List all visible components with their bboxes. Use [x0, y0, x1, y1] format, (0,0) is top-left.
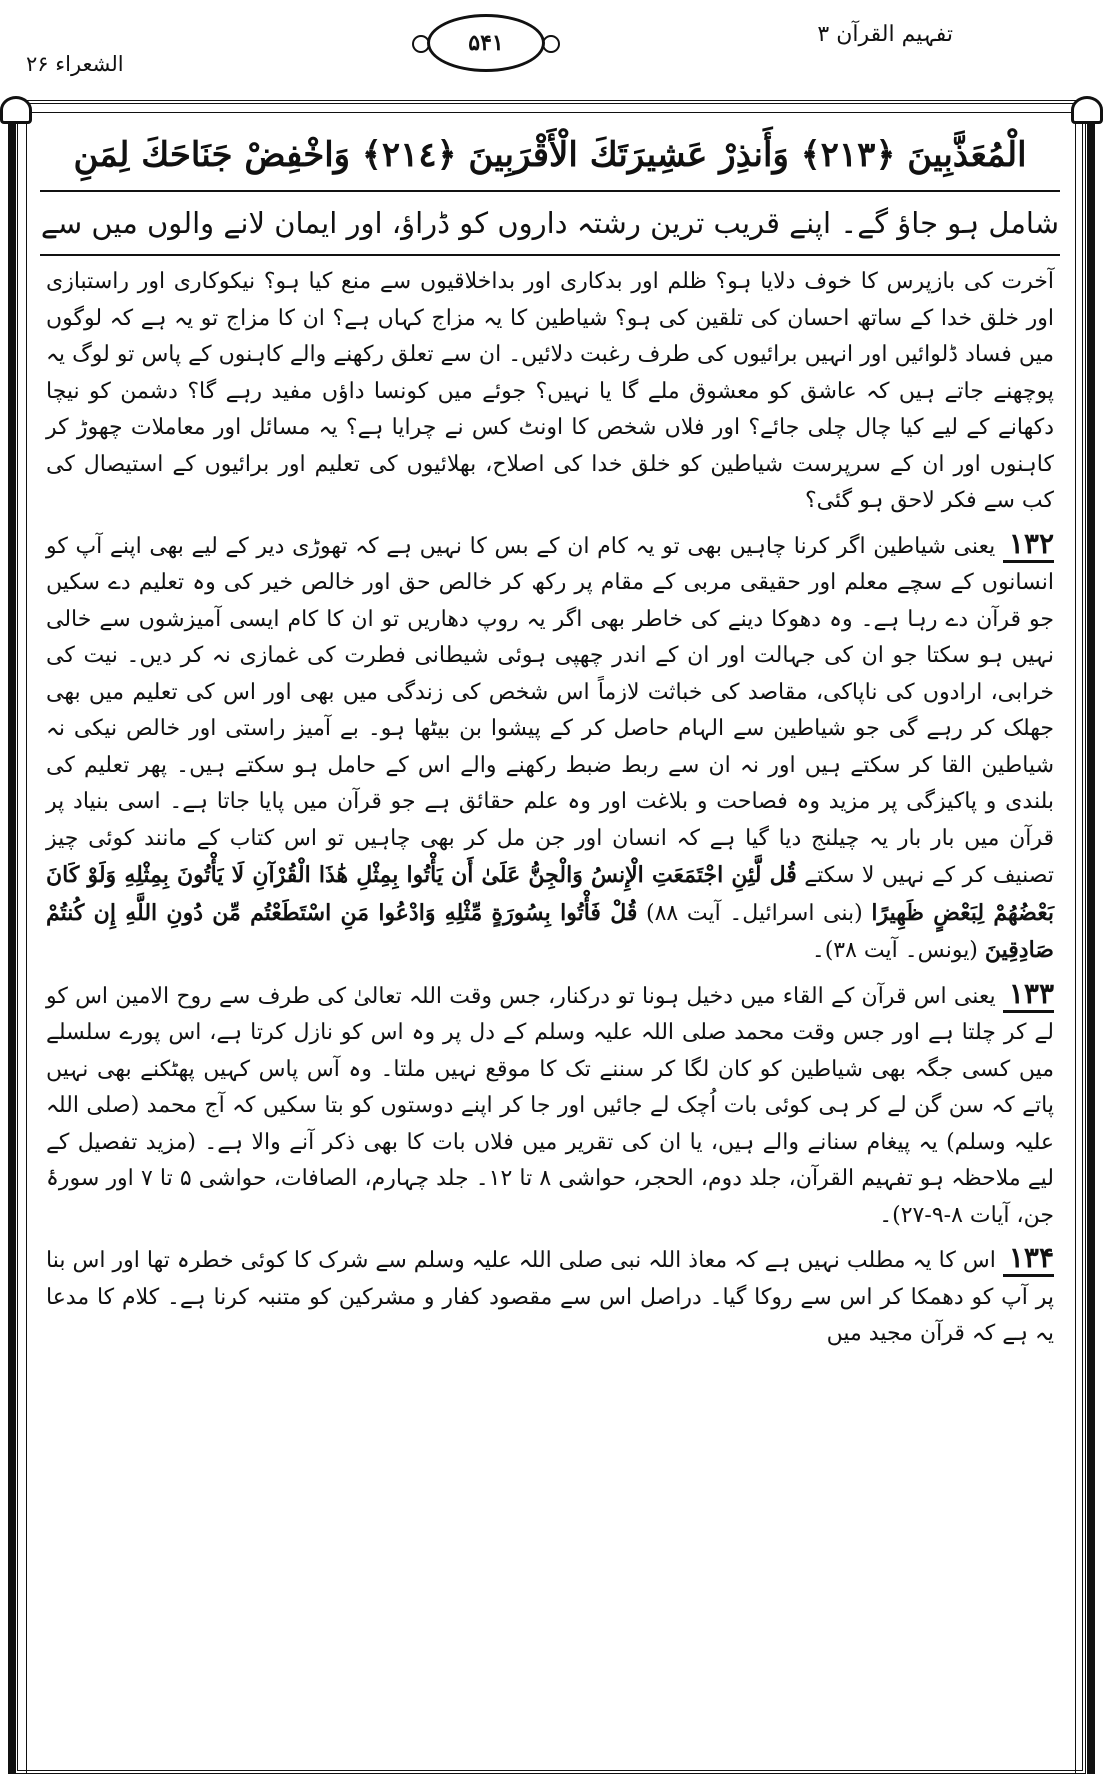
note-133-text: یعنی اس قرآن کے القاء میں دخیل ہونا تو درکنار، جس وقت اللہ تعالیٰ کی طرف سے روح الامین اس کو لے کر چلتا ہے اور جس وقت محمد صلی اللہ علیہ وسلم کے دل پر وہ اس کو نازل کرتا ہے، اس پورے سلسلے میں کسی جگہ بھی شیاطین کو کان لگا کر سننے تک کا موقع نہیں ملتا۔ وہ آس پاس کہیں پھٹکنے بھی نہیں پاتے کہ سن گن لے کر ہی کوئی بات اُچک لے جائیں اور جا کر اپنے دوستوں کو بتا سکیں کہ آج محمد (صلی اللہ علیہ وسلم) یہ پیغام سنانے والے ہیں، یا ان کی تقریر میں فلاں بات کا بھی ذکر آنے والا ہے۔ (مزید تفصیل کے لیے ملاحظہ ہو تفہیم القرآن، جلد دوم، الحجر، حواشی ۸ تا ۱۲۔ جلد چہارم، الصافات، حواشی ۵ تا ۷ اور سورۂ جن، آیات ۸-۹-۲۷)۔	[46, 983, 1055, 1228]
running-header-book-title: تفہیم القرآن ۳	[817, 22, 953, 47]
frame-pillar-right	[1087, 110, 1095, 1774]
content-column	[40, 120, 1060, 1774]
note-133	[46, 976, 1054, 1235]
note-131-continuation: آخرت کی بازپرس کا خوف دلایا ہو؟ ظلم اور بدکاری اور بداخلاقیوں سے منع کیا ہو؟ نیکوکاری اور راستبازی اور خلق خدا کے ساتھ احسان کی تلقین کی ہو؟ شیاطین کا یہ مزاج کہاں ہے؟ ان کا مزاج تو یہ ہے کہ لوگوں میں فساد ڈلوائیں اور انہیں برائیوں کی طرف رغبت دلائیں۔ ان سے تعلق رکھنے والے کاہنوں کے پاس تو لوگ یہ پوچھنے جاتے ہیں کہ عاشق کو معشوق ملے گا یا نہیں؟ جوئے میں کونسا داؤں مفید رہے گا؟ دشمن کو نیچا دکھانے کے لیے کیا چال چلی جائے؟ اور فلاں شخص کا اونٹ کس نے چرایا ہے؟ یہ مسائل اور معاملات چھوڑ کر کاہنوں اور ان کے سرپرست شیاطین کو خلق خدا کی اصلاح، بھلائیوں کی تعلیم اور برائیوں کے استیصال کی کب سے فکر لاحق ہو گئی؟	[46, 269, 1054, 513]
verse-translation-line: شامل ہو جاؤ گے۔ اپنے قریب ترین رشتہ داروں کو ڈراؤ، اور ایمان لانے والوں میں سے	[40, 192, 1060, 256]
commentary-notes	[40, 256, 1060, 1353]
note-134-text: اس کا یہ مطلب نہیں ہے کہ معاذ اللہ نبی صلی اللہ علیہ وسلم سے شرک کا کوئی خطرہ تھا اور اس بنا پر آپ کو دھمکا کر اس سے روکا گیا۔ دراصل اس سے مقصود کفار و مشرکین کو متنبہ کرنا ہے۔ کلام کا مدعا یہ ہے کہ قرآن مجید میں	[46, 1248, 1054, 1346]
note-number-132: ۱۳۲	[1003, 527, 1054, 563]
quote-reference-yunus: (یونس۔ آیت ۳۸)۔	[811, 938, 978, 963]
frame-finial-right	[1071, 96, 1103, 124]
note-132-text: یعنی شیاطین اگر کرنا چاہیں بھی تو یہ کام ان کے بس کا نہیں ہے کہ تھوڑی دیر کے لیے بھی اپنے آپ کو انسانوں کے سچے معلم اور حقیقی مربی کے مقام پر رکھ کر خالص حق اور خالص خیر کی وہ تعلیم دے سکیں جو قرآن دے رہا ہے۔ وہ دھوکا دینے کی خاطر بھی اگر یہ روپ دھاریں تو ان کا کام ایسی آمیزشوں سے خالی نہیں ہو سکتا جو ان کی جہالت اور ان کے اندر چھپی ہوئی شیطانی فطرت کی غمازی نہ کر دیں۔ نیت کی خرابی، ارادوں کی ناپاکی، مقاصد کی خباثت لازماً اس شخص کی زندگی میں بھی اور اس کی تعلیم میں بھی جھلک کر رہے گی جو شیاطین سے الہام حاصل کر کے پیشوا بن بیٹھا ہو۔ بے آمیز راستی اور خالص نیکی نہ شیاطین القا کر سکتے ہیں اور نہ ان سے ربط ضبط رکھنے والے اس کے حامل ہو سکتے ہیں۔ پھر تعلیم کی بلندی و پاکیزگی پر مزید وہ فصاحت و بلاغت اور وہ علم حقائق ہے جو قرآن میں پایا جاتا ہے۔ اسی بنیاد پر قرآن میں بار بار یہ چیلنج دیا گیا ہے کہ انسان اور جن مل کر بھی چاہیں تو اس کتاب کے مانند کوئی چیز تصنیف کر کے نہیں لا سکتے	[46, 533, 1054, 888]
note-132	[46, 526, 1054, 970]
note-number-134: ۱۳۴	[1003, 1241, 1054, 1277]
note-134	[46, 1240, 1054, 1353]
quran-verse-line: الْمُعَذَّبِينَ ﴿٢١٣﴾ وَأَنذِرْ عَشِيرَتَكَ الْأَقْرَبِينَ ﴿٢١٤﴾ وَاخْفِضْ جَنَاحَكَ لِمَنِ	[40, 120, 1060, 192]
page-number: ۵۴۱	[468, 30, 504, 56]
quote-reference-bani-israil: (بنی اسرائیل۔ آیت ۸۸)	[646, 900, 863, 926]
quran-quote-yunus: قُلْ فَأْتُوا بِسُورَةٍ مِّثْلِهِ وَادْعُوا مَنِ اسْتَطَعْتُم مِّن دُونِ اللَّهِ إِن كُنتُمْ صَادِقِينَ	[46, 899, 1054, 963]
note-number-133: ۱۳۳	[1003, 977, 1054, 1013]
quran-quote-bani-israil: قُل لَّئِنِ اجْتَمَعَتِ الْإِنسُ وَالْجِنُّ عَلَىٰ أَن يَأْتُوا بِمِثْلِ هَٰذَا الْقُرْآنِ لَا يَأْتُونَ بِمِثْلِهِ وَلَوْ كَانَ بَعْضُهُمْ لِبَعْضٍ ظَهِيرًا	[46, 862, 1054, 926]
frame-pillar-left	[8, 110, 16, 1774]
frame-finial-left	[0, 96, 32, 124]
running-header-surah-reference: الشعراء ۲۶	[26, 52, 124, 76]
page-number-seal	[427, 14, 545, 72]
